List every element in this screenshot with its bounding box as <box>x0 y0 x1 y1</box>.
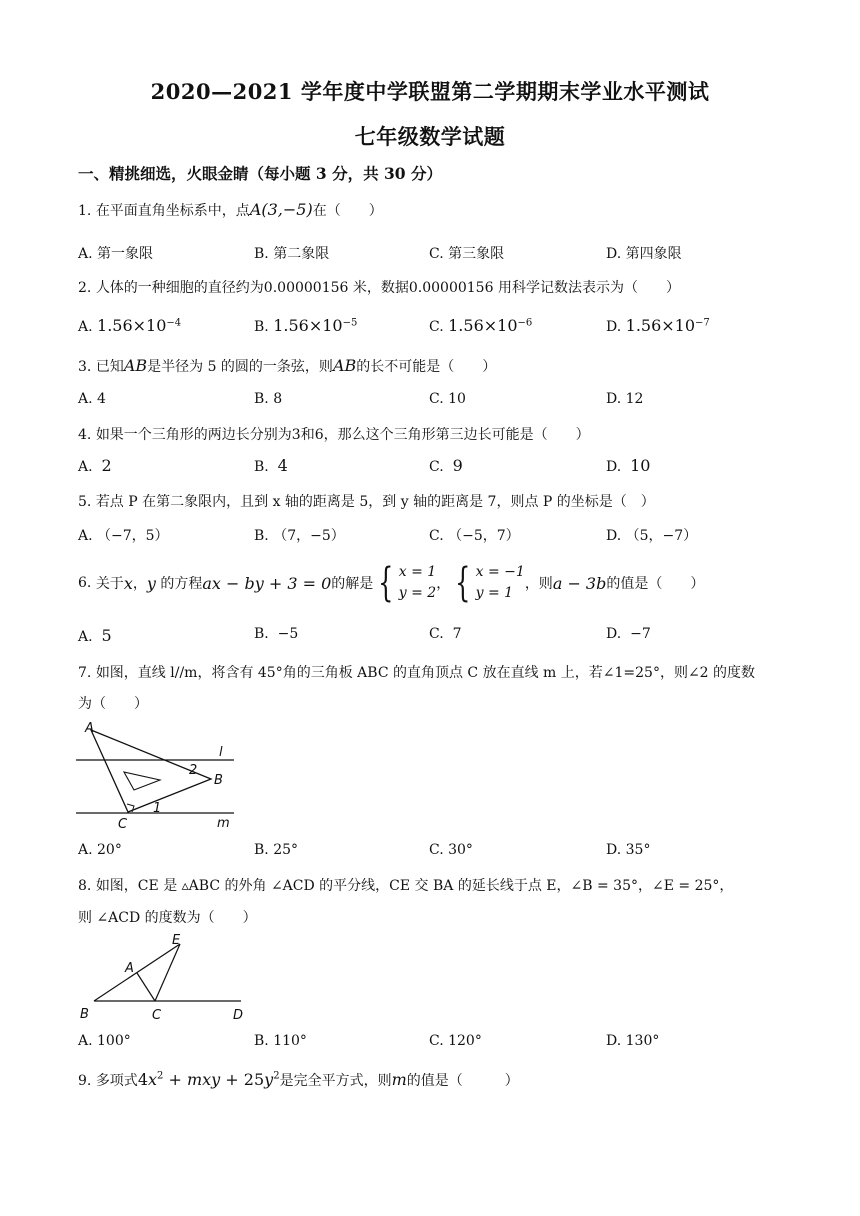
angle-2-label: 2 <box>189 763 198 778</box>
brace-icon: { <box>455 560 471 606</box>
label-m: m <box>217 816 230 831</box>
option-b[interactable]: B. 4 <box>254 456 288 475</box>
label-d: D <box>233 1008 244 1022</box>
option-a[interactable]: A. 5 <box>78 626 112 645</box>
question-1: 1. 在平面直角坐标系中，点A(3,−5)在（ ） <box>78 200 383 219</box>
label-l: l <box>219 745 223 760</box>
option-d[interactable]: D. 12 <box>606 391 644 407</box>
segment-ac <box>137 973 155 1001</box>
figure-q8 <box>76 932 251 1022</box>
option-b[interactable]: B. （7，−5） <box>254 528 345 544</box>
option-b[interactable]: B. −5 <box>254 626 299 642</box>
option-a[interactable]: A. 第一象限 <box>78 246 154 262</box>
option-d[interactable]: D. −7 <box>606 626 651 642</box>
option-c[interactable]: C. 第三象限 <box>429 246 505 262</box>
option-c[interactable]: C. 9 <box>429 456 463 475</box>
question-8: 8. 如图，CE 是 ▵ABC 的外角 ∠ACD 的平分线，CE 交 BA 的延长线于点 E，∠B = 35°，∠E = 25°， <box>78 878 734 894</box>
question-8-options <box>78 1033 778 1055</box>
option-d[interactable]: D. 10 <box>606 456 651 475</box>
question-8-cont: 则 ∠ACD 的度数为（ ） <box>78 910 257 926</box>
question-7-options <box>78 842 778 864</box>
figure-q7 <box>76 720 241 832</box>
question-2-options <box>78 316 778 338</box>
option-c[interactable]: C. $1.56\times 10^{-6}$ <box>429 316 533 335</box>
option-a[interactable]: A. 2 <box>78 456 112 475</box>
question-7: 7. 如图，直线 l//m，将含有 45°角的三角板 ABC 的直角顶点 C 放在直线 m 上，若∠1=25°，则∠2 的度数 <box>78 665 756 681</box>
option-b[interactable]: B. 25° <box>254 842 299 858</box>
angle-1-label: 1 <box>153 801 162 816</box>
question-5-options <box>78 525 778 547</box>
option-a[interactable]: A. 4 <box>78 391 106 407</box>
brace-icon: { <box>378 560 394 606</box>
label-a: A <box>85 721 94 736</box>
option-d[interactable]: D. （5，−7） <box>606 528 698 544</box>
exam-title: 2020—2021 学年度中学联盟第二学期期末学业水平测试 <box>150 79 710 104</box>
option-b[interactable]: B. 8 <box>254 391 283 407</box>
solution-system-1: x = 1 y = 2 <box>398 564 437 601</box>
option-d[interactable]: D. $1.56\times 10^{-7}$ <box>606 316 710 335</box>
question-6: 6. 关于 x ， y 的方程 ax − by + 3 = 0 的解是 { x = 1 y = 2 ， { x = −1 y = 1 ，则 a − 3b 的值是（ ） <box>78 560 705 606</box>
question-2: 2. 人体的一种细胞的直径约为0.00000156 米，数据0.00000156 用科学记数法表示为（ ） <box>78 280 680 296</box>
solution-system-2: x = −1 y = 1 <box>475 564 525 601</box>
option-d[interactable]: D. 130° <box>606 1033 660 1049</box>
question-7-cont: 为（ ） <box>78 696 148 712</box>
option-c[interactable]: C. 30° <box>429 842 473 858</box>
label-b: B <box>214 773 223 788</box>
polynomial: $4x^2$ + mxy + $25y^2$ <box>137 1070 280 1089</box>
question-3-options <box>78 391 778 413</box>
question-5: 5. 若点 P 在第二象限内，且到 x 轴的距离是 5，到 y 轴的距离是 7，则点 P 的坐标是（ ） <box>78 494 655 510</box>
label-a: A <box>125 961 134 976</box>
question-6-options <box>78 626 778 648</box>
option-c[interactable]: C. 7 <box>429 626 462 642</box>
label-c: C <box>152 1008 162 1022</box>
option-b[interactable]: B. 110° <box>254 1033 307 1049</box>
question-4-options <box>78 456 778 478</box>
option-d[interactable]: D. 35° <box>606 842 651 858</box>
question-1-options <box>78 243 778 265</box>
label-c: C <box>118 817 128 832</box>
option-a[interactable]: A. $1.56\times 10^{-4}$ <box>78 316 182 335</box>
option-c[interactable]: C. 10 <box>429 391 466 407</box>
label-b: B <box>80 1007 89 1022</box>
question-3: 3. 已知AB是半径为 5 的圆的一条弦，则AB的长不可能是（ ） <box>78 356 497 375</box>
question-9: 9. 多项式$4x^2$ + mxy + $25y^2$是完全平方式，则m的值是（ ） <box>78 1070 519 1089</box>
option-b[interactable]: B. $1.56\times 10^{-5}$ <box>254 316 358 335</box>
label-e: E <box>172 933 181 948</box>
option-d[interactable]: D. 第四象限 <box>606 246 682 262</box>
option-a[interactable]: A. （−7，5） <box>78 528 169 544</box>
option-c[interactable]: C. （−5，7） <box>429 528 520 544</box>
section-heading: 一、精挑细选，火眼金睛（每小题 3 分，共 30 分） <box>78 164 442 183</box>
exam-subtitle: 七年级数学试题 <box>354 124 506 149</box>
point-a-coords: A(3,−5) <box>249 200 313 219</box>
option-b[interactable]: B. 第二象限 <box>254 246 330 262</box>
question-4: 4. 如果一个三角形的两边长分别为3和6，那么这个三角形第三边长可能是（ ） <box>78 427 590 443</box>
equation: ax − by + 3 = 0 <box>202 573 332 593</box>
option-a[interactable]: A. 20° <box>78 842 122 858</box>
option-c[interactable]: C. 120° <box>429 1033 482 1049</box>
option-a[interactable]: A. 100° <box>78 1033 131 1049</box>
inner-triangle <box>124 772 160 790</box>
